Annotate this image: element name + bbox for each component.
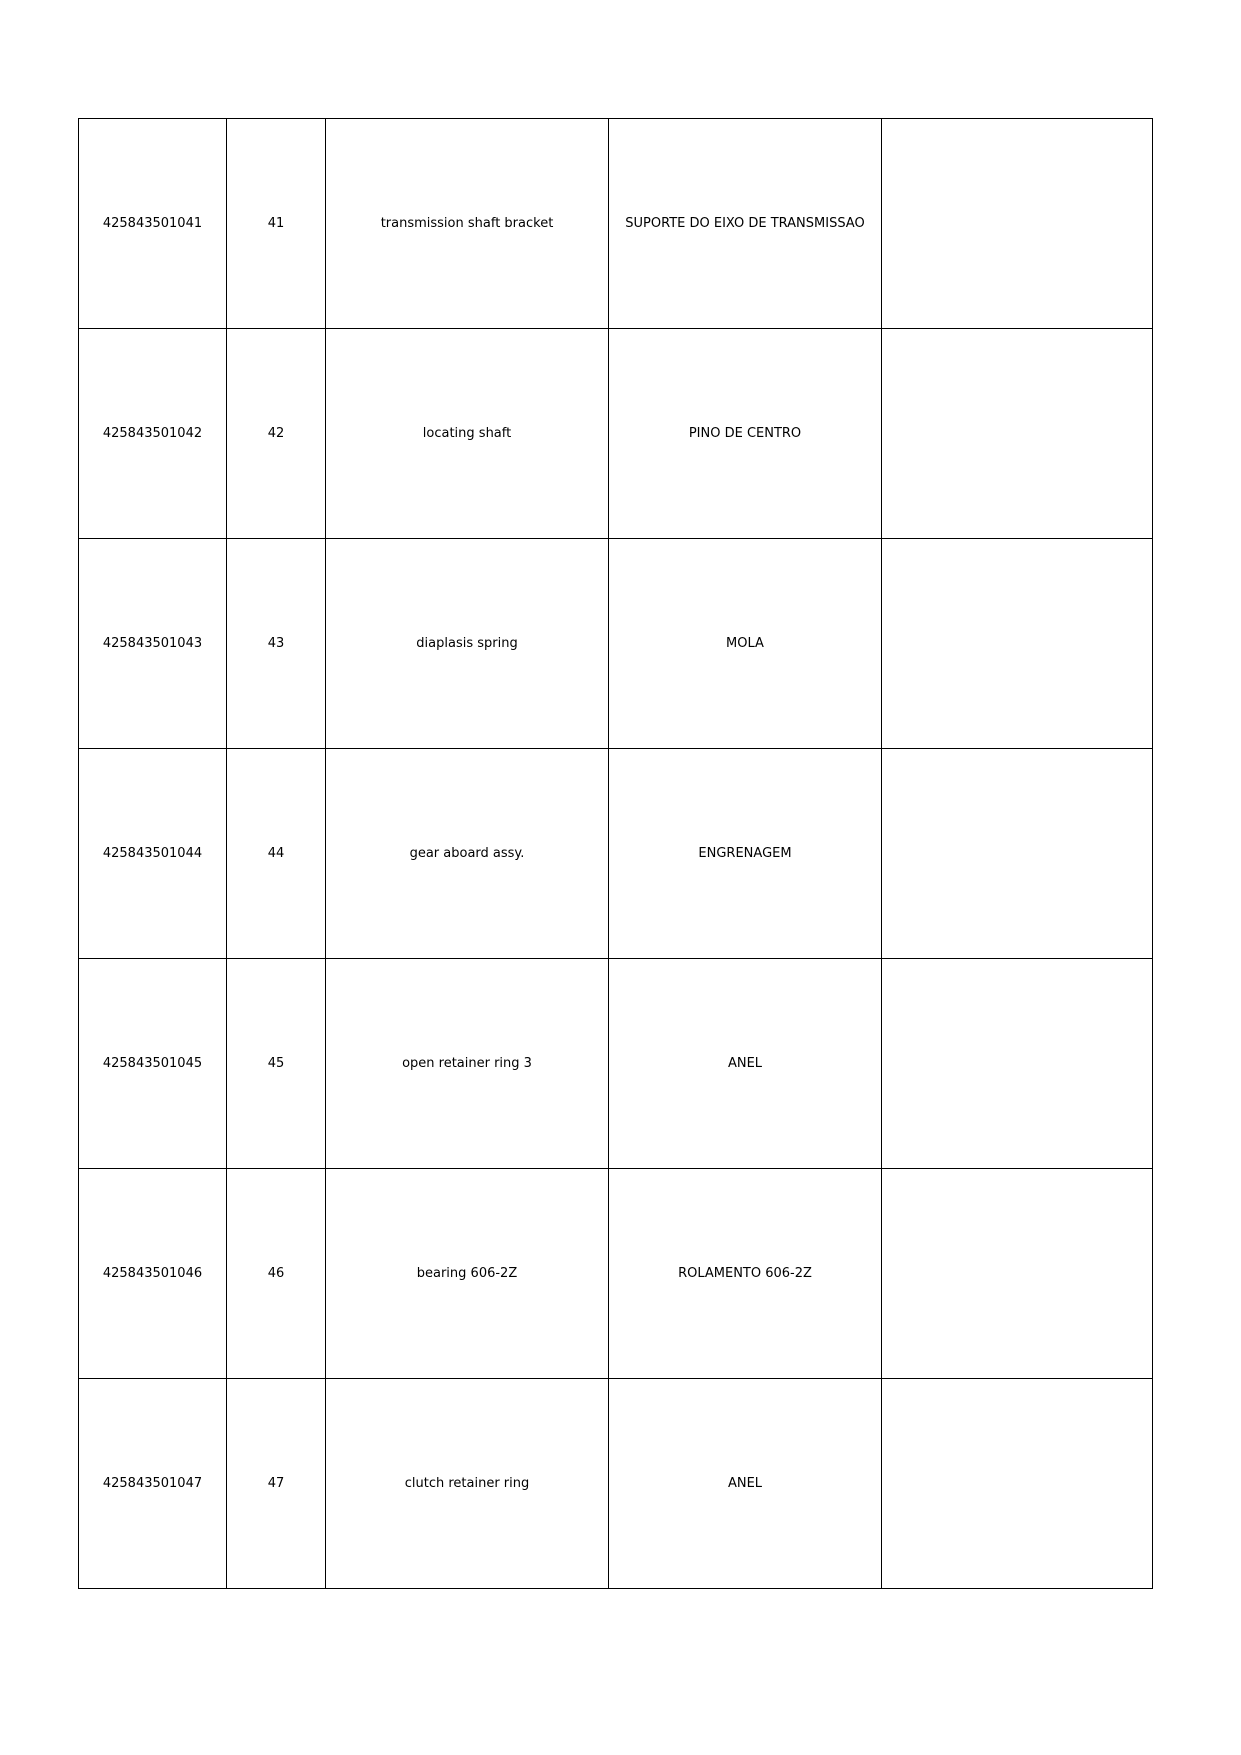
item-number-cell: 41: [227, 119, 326, 329]
table-row: [79, 959, 1153, 1169]
empty-cell: [882, 1169, 1153, 1379]
description-pt-cell: ANEL: [609, 1379, 882, 1589]
empty-cell: [882, 1379, 1153, 1589]
empty-cell: [882, 329, 1153, 539]
item-number-cell: 44: [227, 749, 326, 959]
parts-table: [78, 118, 1153, 1589]
part-code-cell: 425843501044: [79, 749, 227, 959]
table-row: [79, 329, 1153, 539]
empty-cell: [882, 959, 1153, 1169]
description-pt-cell: ANEL: [609, 959, 882, 1169]
part-code-cell: 425843501045: [79, 959, 227, 1169]
table-row: [79, 749, 1153, 959]
item-number-cell: 46: [227, 1169, 326, 1379]
part-code-cell: 425843501046: [79, 1169, 227, 1379]
table-row: [79, 119, 1153, 329]
item-number-cell: 42: [227, 329, 326, 539]
item-number-cell: 47: [227, 1379, 326, 1589]
table-row: [79, 1379, 1153, 1589]
description-pt-cell: ROLAMENTO 606-2Z: [609, 1169, 882, 1379]
description-en-cell: bearing 606-2Z: [326, 1169, 609, 1379]
description-pt-cell: MOLA: [609, 539, 882, 749]
item-number-cell: 43: [227, 539, 326, 749]
part-code-cell: 425843501043: [79, 539, 227, 749]
description-en-cell: diaplasis spring: [326, 539, 609, 749]
description-en-cell: clutch retainer ring: [326, 1379, 609, 1589]
part-code-cell: 425843501041: [79, 119, 227, 329]
description-en-cell: transmission shaft bracket: [326, 119, 609, 329]
item-number-cell: 45: [227, 959, 326, 1169]
part-code-cell: 425843501047: [79, 1379, 227, 1589]
description-en-cell: open retainer ring 3: [326, 959, 609, 1169]
description-pt-cell: SUPORTE DO EIXO DE TRANSMISSAO: [609, 119, 882, 329]
description-en-cell: gear aboard assy.: [326, 749, 609, 959]
description-pt-cell: ENGRENAGEM: [609, 749, 882, 959]
table-row: [79, 539, 1153, 749]
empty-cell: [882, 539, 1153, 749]
description-en-cell: locating shaft: [326, 329, 609, 539]
part-code-cell: 425843501042: [79, 329, 227, 539]
empty-cell: [882, 749, 1153, 959]
description-pt-cell: PINO DE CENTRO: [609, 329, 882, 539]
empty-cell: [882, 119, 1153, 329]
table-row: [79, 1169, 1153, 1379]
